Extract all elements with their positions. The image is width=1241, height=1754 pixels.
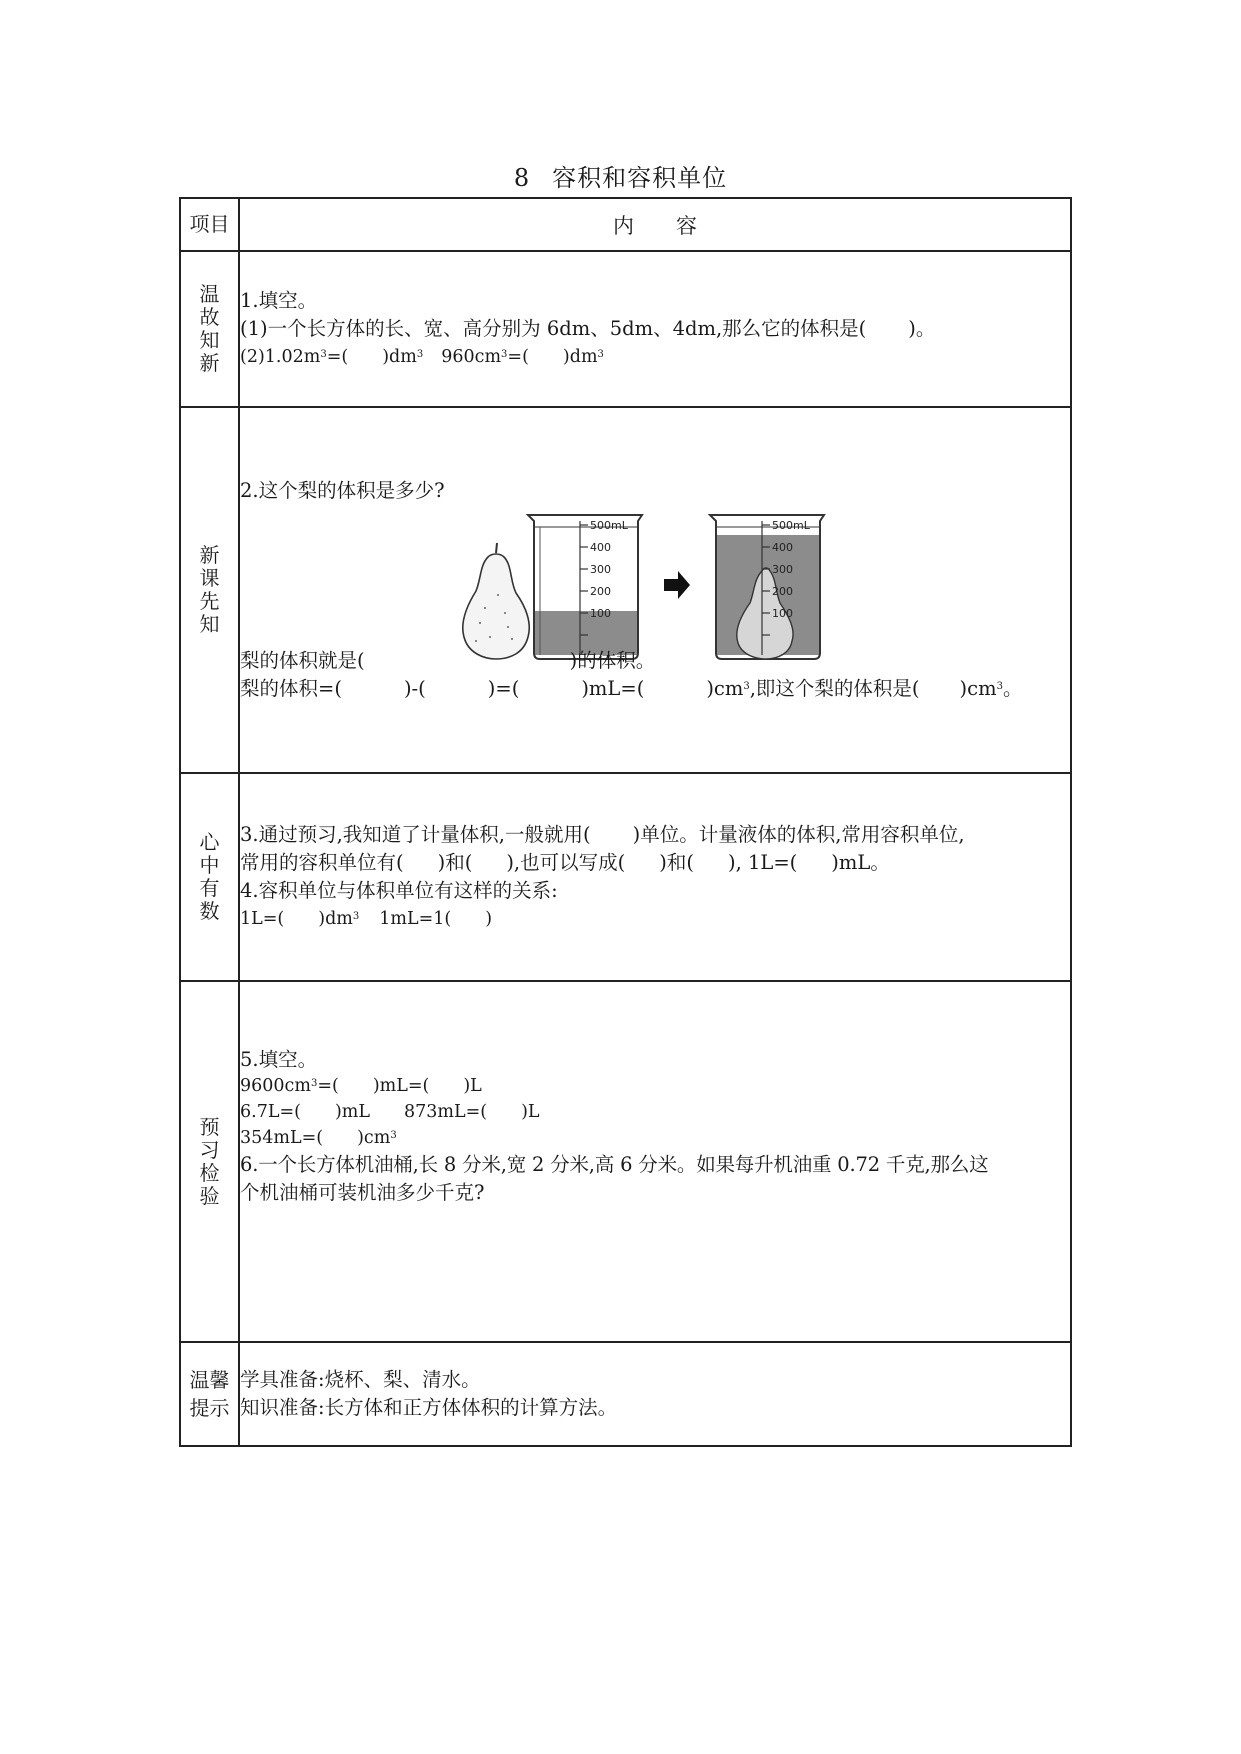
q5-line2: 6.7L=( )mL 873mL=( )L [240,1101,540,1122]
row-content-tips [239,1342,1071,1446]
beaker2-label-200: 200 [772,585,793,598]
q3-line2: 常用的容积单位有( )和( ),也可以写成( )和( ), 1L=( )mL。 [240,851,890,874]
row-label-tips: 温馨提示 [180,1342,239,1446]
beaker-illustration [450,513,870,661]
header-content: 内 容 [239,198,1071,251]
q1-heading: 1.填空。 [240,289,318,312]
beaker1-label-500: 500mL [590,519,628,532]
q5-heading: 5.填空。 [240,1047,318,1071]
beaker1-label-400: 400 [590,541,611,554]
q4-relations: 1L=( )$dm^3$ 1mL=1( ) [240,909,493,929]
beaker1-label-100: 100 [590,607,611,620]
pear-image [463,543,530,659]
beaker-after [710,515,824,659]
row-label-know: 心中有数 [180,773,239,981]
beaker-before [528,515,642,659]
table-row [180,773,1071,981]
beaker2-label-100: 100 [772,607,793,620]
header-item: 项目 [180,198,239,251]
q3-line1: 3.通过预习,我知道了计量体积,一般就用( )单位。计量液体的体积,常用容积单位, [240,823,965,846]
tip-knowledge: 知识准备:长方体和正方体体积的计算方法。 [240,1396,618,1419]
lesson-number: 8 [513,164,531,192]
arrow-icon [664,571,690,599]
row-label-check: 预习检验 [180,981,239,1342]
row-content-review [239,251,1071,407]
q1-part2: $(2)1.02m^3=$( )$dm^3$ $960cm^3=$( )$dm^3$ [240,347,604,367]
beaker2-label-300: 300 [772,563,793,576]
page-title [0,158,1241,193]
table-row [180,981,1071,1342]
table-header-row [180,198,1071,251]
q5-line3: 354mL=( )$cm^3$ [240,1127,397,1148]
q4-heading: 4.容积单位与体积单位有这样的关系: [240,879,558,902]
row-content-new-lesson [239,407,1071,773]
q1-part1: (1)一个长方体的长、宽、高分别为 6dm、5dm、4dm,那么它的体积是( )。 [240,317,936,340]
table-row [180,1342,1071,1446]
row-content-know [239,773,1071,981]
q6-line1: 6.一个长方体机油桶,长 8 分米,宽 2 分米,高 6 分米。如果每升机油重 0.72 千克,那么这 [240,1152,989,1176]
pear-volume-is: 梨的体积就是( )的体积。 [240,649,656,672]
beaker2-label-500: 500mL [772,519,810,532]
q2-heading: 2.这个梨的体积是多少? [240,479,445,502]
beaker2-label-400: 400 [772,541,793,554]
tip-tools: 学具准备:烧杯、梨、清水。 [240,1368,481,1391]
q5-line1: $9600cm^3=$( )mL=( )L [240,1075,482,1096]
table-row [180,407,1071,773]
table-row [180,251,1071,407]
row-label-new-lesson: 新课先知 [180,407,239,773]
row-content-check [239,981,1071,1342]
pear-volume-equation: 梨的体积=( )-( )=( )mL=( )$cm^3$,即这个梨的体积是( )$cm^3$。 [240,677,1023,700]
beaker1-label-300: 300 [590,563,611,576]
worksheet-table [179,197,1072,1447]
q6-line2: 个机油桶可装机油多少千克? [240,1180,485,1204]
beaker1-label-200: 200 [590,585,611,598]
pear-beaker-figure [240,513,1070,661]
row-label-review: 温故知新 [180,251,239,407]
lesson-title: 容积和容积单位 [552,164,728,192]
